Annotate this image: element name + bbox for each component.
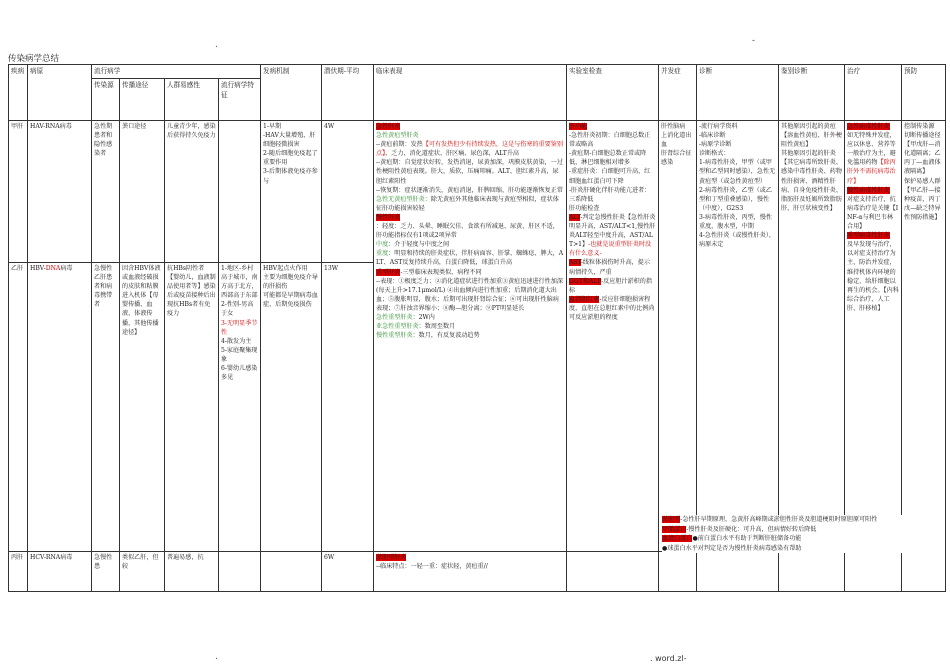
clinical-tag-severe: 重型肝炎 (376, 268, 401, 276)
clinical-note-red: 【可有发热但少有持续发热，这是与伤寒的重要鉴别点】 (376, 141, 563, 158)
pathogen-text: 病毒 (60, 265, 73, 272)
clinical-label: 中度 (376, 241, 389, 249)
header-route: 传播途径 (120, 79, 165, 121)
clinical-label: 亚急性重型肝炎 (376, 323, 419, 331)
lab-tag: AST (569, 259, 581, 267)
clinical-text: ：明显和持续的肝炎症状，伴肝病面容、肝掌、蜘蛛痣、脾大，ALT、AST反复持续升高，白蛋白降低，球蛋白升高 (376, 250, 564, 267)
treatment-text: 如无特殊并发症，应以休息、营养等一般治疗为主，避免滥用药物 (847, 132, 896, 167)
features-hepc (219, 552, 261, 592)
overlay-tag: 甲胎蛋白 (662, 525, 687, 533)
clinical-label: 重度 (376, 250, 389, 258)
header-mechanism: 发病机制 (261, 65, 322, 121)
clinical-text: --临床特点：一轻一重：症状轻，黄疸重// (376, 563, 488, 571)
clinical-text: -三型临床表现类似，病程不同 --表现：①极度乏力；②消化道症状进行性加重③黄疸迅速进行性加深(每天上升>17.1μmol/L) ④出血倾向进行性加重；后期消化道大出血；⑤腹胀明显，腹水；后期可出现肝肾综合征；⑥可出现肝性脑病表现；⑦肝浊音界缩小；⑧酶—胆分离；⑨PT明显延长 (376, 268, 563, 312)
treatment-cell (845, 121, 902, 552)
source-hepb: 急慢性乙肝患者和病毒携带者 (92, 263, 120, 552)
incubation-hepb: 13W (322, 263, 374, 552)
features-text: 1-地区-乡村高于城市，南方高于北方，西部高于东部 2-性别-男高于女 (221, 265, 258, 318)
header-diagnosis: 诊断 (697, 65, 779, 121)
clinical-tag-chronic: 慢性肝炎 (376, 213, 401, 221)
clinical-cell (374, 121, 567, 552)
header-incubation: 潜伏期-平均 (322, 65, 374, 121)
features-red: 3-无明显季节性 (221, 319, 258, 336)
pathogen-dna: DNA (45, 265, 61, 272)
complication-cell: 肝性脑病 上消化道出血 肝肾综合征 感染 (659, 121, 697, 552)
susceptible-hepa: 儿童青少年，感染后获得持久免疫力 (165, 121, 219, 263)
lab-text: -反应胆汁淤积的指标 (569, 277, 652, 294)
lab-text: -判定急慢性肝炎【急性肝炎明显升高，AST/ALT<1,慢性肝炎ALT轻至中度升高，AST/ALT>1】 (569, 213, 656, 249)
clinical-text: ，乏力、消化道症状、肝区痛、尿色深，ALT升高 --黄疸期：自觉症状好转，发热消退，尿黄加深，巩膜皮肤黄染，一过性梗阻性黄疸表现。肝大，质软，压痛叩痛。ALT、胆红素升高，尿胆红素阳性 --恢复期：症状逐渐消失，黄疸消退，肝脾回缩，肝功能逐渐恢复正常 (376, 150, 563, 194)
route-hepc: 类似乙肝，但较 (120, 552, 165, 592)
treatment-text: 对症支持治疗，抗病毒治疗是关键【INF-α与利巴韦林合用】 (847, 195, 899, 231)
header-treatment: 治疗 (845, 65, 902, 121)
prevention-hepc (902, 552, 946, 592)
clinical-text: ：除无黄疸外其他临床表现与黄疸型相似，症状体征肝功能损害较轻 (376, 195, 559, 212)
lab-tag: GGT和ALP (569, 277, 602, 285)
header-lab: 实验室检查 (567, 65, 659, 121)
features-text: 4-散发为主 5-家庭聚集现象 6-婴幼儿感染多见 (221, 337, 258, 382)
overlay-tag: 淤胆型 (662, 516, 681, 523)
footer-watermark: . word.zl- (650, 654, 687, 663)
pathogen-hepb (28, 263, 92, 552)
disease-name-hepc: 丙肝 (9, 552, 28, 592)
lab-tag: 肝功能 (569, 123, 588, 130)
features-hepa (219, 121, 261, 263)
overlay-text: -急性肝早期原理，急黄肝高峰期或淤胆性肝炎及胆道梗阻时原胆原可阳性 (680, 516, 878, 523)
header-prevention: 预防 (902, 65, 946, 121)
clinical-text: ：数周至数月 (418, 323, 456, 331)
treatment-tag: 急性病毒性肝炎 (847, 123, 890, 130)
clinical-sub-anicteric: 急性无黄疸型肝炎 (376, 195, 425, 203)
pathogen-hepa: HAV-RNA病毒 (28, 121, 92, 263)
margin-dash: - (752, 36, 756, 46)
lab-note-red: -也就是说重型肝炎时没有什么意义- (569, 241, 652, 258)
clinical-text: ：数月，有反复波动趋势 (412, 332, 480, 340)
features-hepb (219, 263, 261, 552)
clinical-sub-acute-jaundice: 急性黄疸型肝炎 (376, 132, 419, 140)
page-title: 传染病学总结 (8, 54, 60, 64)
lab-tag: 血清胆红素 (569, 295, 600, 303)
disease-name-hepa: 甲肝 (9, 121, 28, 263)
overlay-text: -慢性肝炎及肝硬化：可升高，但病情好转后降低 (686, 525, 817, 533)
header-source: 传染源 (92, 79, 120, 121)
clinical-text: ：2W内 (412, 313, 435, 321)
route-hepa: 粪口途径 (120, 121, 165, 263)
disease-name-hepb: 乙肝 (9, 263, 28, 552)
prevention-cell: 控制传染源 切断传播途径 【甲戊肝—消化道隔离；乙丙丁—血液体液隔离】 保护易感人群 【甲乙肝—接种疫苗，丙丁戊—缺乏特异性预防措施】 (902, 121, 946, 552)
treatment-note-red: 【除丙肝外不需抗病毒治疗】 (847, 159, 896, 185)
margin-dot: . (215, 652, 218, 662)
source-hepc: 急慢性患 (92, 552, 120, 592)
disease-summary-table (8, 64, 946, 592)
lab-cell (567, 121, 659, 552)
diagnosis-hepc (697, 552, 779, 592)
clinical-label: 急性重型肝炎 (376, 313, 413, 321)
header-differential: 鉴别诊断 (779, 65, 845, 121)
clinical-hepc (374, 552, 567, 592)
clinical-label: 慢性重型肝炎 (376, 332, 413, 340)
clinical-text: ：轻度：乏力、头晕、睡眠欠佳、食欲有所减退、尿黄、肝区不适，肝功能指标仅有1项或2项异常 (376, 223, 559, 240)
header-features: 流行病学特征 (219, 79, 261, 121)
diagnosis-cell: -流行病学资料 -临床诊断 -病原学诊断 诊断格式： 1-病毒性肝炎，甲型（或甲型和乙型同时感染），急性无黄疸型（或急性黄疸型） 2-病毒性肝炎，乙型（或乙型和丁型重叠感染），慢性（中度），G2S3 3-病毒性肝炎，丙型，慢性重度，腹水型，中期 4-急性肝炎（或慢性肝炎），病原未定 (697, 121, 779, 552)
lab-text: -线粒体损伤时升高，提示病情持久，严重 (569, 259, 650, 276)
clinical-tag-acute: 急性肝炎 (376, 123, 401, 130)
header-pathogen: 病原 (28, 65, 92, 121)
treatment-tag: 重型病毒性肝炎 (847, 232, 890, 240)
lab-text: -反应肝细胞损害程度，直胆在总胆红素中的比例尚可反应淤胆的程度 (569, 295, 655, 321)
treatment-tag: 慢性病毒性肝炎 (847, 186, 890, 194)
clinical-tag-cholestatic: 淤胆型肝炎 (376, 554, 407, 561)
susceptible-hepb: 抗HBs阴性者【婴幼儿，血液制品使用者等】感染后或疫苗接种后出现抗HBs者有免疫力 (165, 263, 219, 552)
mechanism-hepc (261, 552, 322, 592)
overlay-text: ●球蛋白水平对判定是否为慢性肝炎病毒感染有帮助 (662, 544, 802, 552)
header-complication: 并发症 (659, 65, 697, 121)
overlay-tag: 血清白蛋白 (662, 535, 693, 543)
route-hepb: 因含HBV体液或血液经破损的皮肤和粘膜进入机体【母婴传播、血液、体液传播，其他传播途径】 (120, 263, 165, 552)
mechanism-hepb: HBV起点火作用 主要为细胞免疫介导的肝损伤 可能都是早期病毒血症，后期免疫损伤 (261, 263, 322, 552)
susceptible-hepc: 普遍易感，抗 (165, 552, 219, 592)
incubation-hepc: 6W (322, 552, 374, 592)
pathogen-text: HBV- (30, 265, 46, 272)
clinical-text: ：介于轻度与中度之间 (388, 241, 450, 249)
lab-tag: ALT (569, 213, 581, 221)
overlay-text: ●前白蛋白水平有助于判断肝脏储备功能 (692, 535, 802, 543)
header-disease: 疾病 (9, 65, 28, 121)
incubation-hepa: 4W (322, 121, 374, 263)
pathogen-hepc: HCV-RNA病毒 (28, 552, 92, 592)
margin-dot: . (215, 40, 218, 50)
complication-hepc (659, 552, 697, 592)
header-epidemiology: 流行病学 (92, 65, 261, 79)
treatment-hepc (845, 552, 902, 592)
source-hepa: 急性期患者和隐性感染者 (92, 121, 120, 263)
differential-hepc (779, 552, 845, 592)
overlay-note-box (662, 515, 945, 553)
header-clinical: 临床表现 (374, 65, 567, 121)
mechanism-hepa: 1-早期 -HAV大量增殖，肝细胞轻微损害 2-随后细胞免疫起了重要作用 3-后期体液免疫亦参与 (261, 121, 322, 263)
lab-text: -急性肝炎初期：白细胞总数正常或略高 -黄疸期-白细胞总数正常或降低，淋巴细胞相对增多 -重症肝炎：白细胞可升高，红细胞血红蛋白可下降 -肝炎肝硬化伴肝功能亢进者：三系降低 肝功能检查 (569, 132, 651, 212)
clinical-text: --黄疸前期：发热 (376, 141, 423, 149)
differential-cell: 其他原因引起的黄疸【溶血性黄疸、肝外梗阻性黄疸】 其他原因引起的肝炎【其它病毒所致肝炎、感染中毒性肝炎、药物性肝损害、酒精性肝病、自身免疫性肝炎、脂肪肝及妊娠所致脂肪肝、肝豆状核变性】 (779, 121, 845, 552)
lab-hepc (567, 552, 659, 592)
treatment-text: 及早发现与治疗，以对症支持治疗为主，防治并发症，维持机体内环境的稳定，给肝细胞以再生的机会。【内科综合治疗、人工肝、肝移植】 (847, 241, 899, 312)
header-susceptible: 人群易感性 (165, 79, 219, 121)
